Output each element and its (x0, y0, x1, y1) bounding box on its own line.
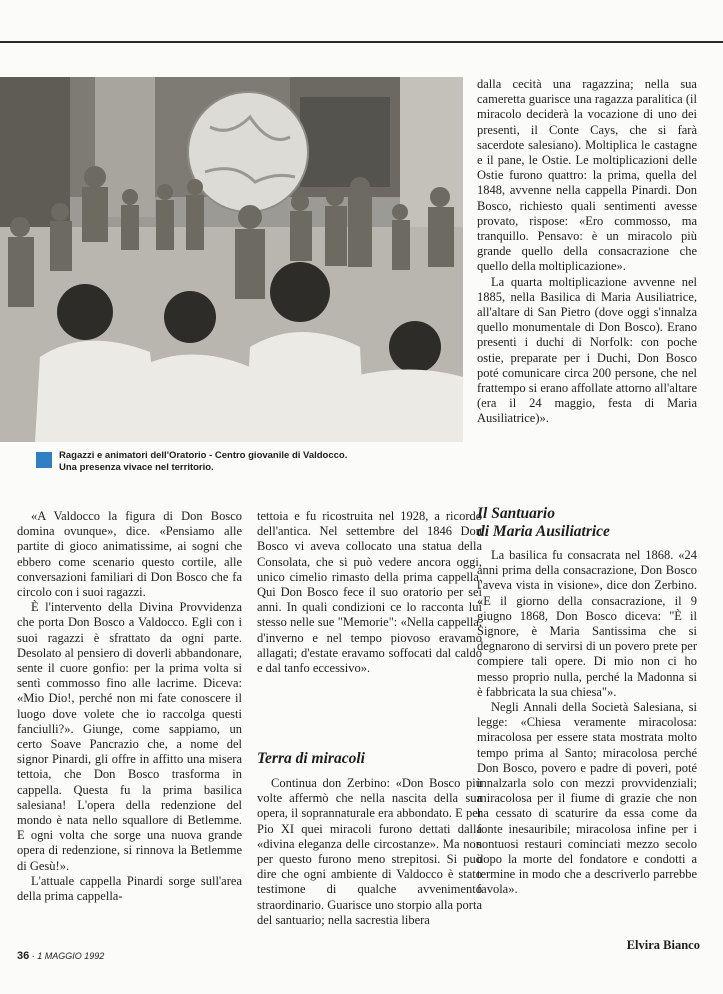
paragraph: Negli Annali della Società Salesiana, si legge: «Chiesa veramente miracolosa: miracolosa per essere stata mostrata molto tempo prima al Santo; miracolosa perché Don Bosco, povero e padre di poveri, poté innalzarla solo con mezzi provvidenziali; miracolosa per il fiume di grazie che non ha cessato di scaturire da essa come da fonte inesauribile; miracolosa infine per i sontuosi restauri cominciati mezzo secolo dopo la morte del fondatore e condotti a termine in modo che a descriverlo parrebbe favola». (477, 700, 697, 897)
paragraph: Continua don Zerbino: «Don Bosco più volte affermò che nella nascita della sua opera, il soprannaturale era abbondato. E per Pio XI quei miracoli furono dettati dalla «divina eleganza delle circostanze». Ma non per questo furono meno strepitosi. Si può dire che ogni ambiente di Valdocco è stato testimone di qualche avvenimento straordinario. Guarisce uno storpio alla porta del santuario; nella sacrestia libera (257, 776, 482, 927)
top-rule (0, 41, 723, 43)
photo-caption (59, 450, 459, 474)
folio-separator: · (31, 951, 35, 961)
column-1 (17, 509, 242, 904)
issue-date: 1 MAGGIO 1992 (37, 951, 105, 961)
paragraph: dalla cecità una ragazzina; nella sua cameretta guarisce una ragazza paralitica (il miracolo deciderà la vocazione di uno dei presenti, il Conte Cays, che si farà sacerdote salesiano). Moltiplica le castagne e il pane, le Ostie. Le moltiplicazioni delle Ostie furono quattro: la prima, quella del 1848, avvenne nella cappella Pinardi. Don Bosco, richiesto quali sentimenti avesse provato, rispose: «Ero commosso, ma tranquillo. Pensavo: è un miracolo più grande quello della consacrazione che quello della moltiplicazione». (477, 77, 697, 274)
paragraph: È l'intervento della Divina Provvidenza che porta Don Bosco a Valdocco. Egli con i suoi ragazzi è sfrattato da ogni parte. Desolato al pensiero di doverli abbandonare, sente il cuore gonfio: per la prima volta si sentì commosso fino alle lacrime. Diceva: «Mio Dio!, perché non mi fate conoscere il luogo dove volete che io raccolga questi fanciulli?». Giunge, come sappiamo, un certo Soave Pancrazio che, a nome del signor Pinardi, gli offre in affitto una misera tettoia, che Don Bosco trasforma in cappella. Questa fu la prima basilica salesiana! L'opera della redenzione del mondo è nata nello squallore di Betlemme. E ogni volta che sorge una nuova grande opera di redenzione, si rinnova la Betlemme di Gesù!». (17, 600, 242, 873)
paragraph: «A Valdocco la figura di Don Bosco domina ovunque», dice. «Pensiamo alle partite di gioco animatissime, ai sogni che ebbero come scenario questo cortile, alle conversazioni familiari di Don Bosco che fa circolo con i suoi ragazzi. (17, 509, 242, 600)
paragraph: La basilica fu consacrata nel 1868. «24 anni prima della consacrazione, Don Bosco l'aveva vista in visione», dice don Zerbino. «E il giorno della consacrazione, il 9 giugno 1868, Don Bosco diceva: "È il Signore, è Maria Santissima che si degnarono di servirsi di un povero prete per compiere tali opere. Di mio non ci ho messo proprio nulla, perché la Madonna si è fabbricata la sua chiesa"». (477, 548, 697, 699)
caption-line-1: Ragazzi e animatori dell'Oratorio - Centro giovanile di Valdocco. (59, 450, 348, 461)
section-heading-santuario (477, 505, 697, 541)
column-2-top (257, 509, 482, 676)
page-folio (17, 950, 104, 962)
author-byline: Elvira Bianco (626, 938, 700, 952)
caption-marker (36, 452, 52, 468)
section-heading-line-2: di Maria Ausiliatrice (477, 523, 610, 540)
paragraph: tettoia e fu ricostruita nel 1928, a ricordo dell'antica. Nel settembre del 1846 Don Bosco vi aveva collocato una statua della Consolata, che si può vedere ancora oggi, unico cimelio rimasto della prima cappella. Qui Don Bosco fece il suo oratorio per sei anni. In quali condizioni ce lo racconta lui stesso nelle sue "Memorie": «Nella cappella, d'inverno e nel tempo piovoso eravamo allagati; d'estate eravamo soffocati dal caldo e dal tanfo eccessivo». (257, 509, 482, 676)
caption-line-2: Una presenza vivace nel territorio. (59, 462, 214, 473)
paragraph: La quarta moltiplicazione avvenne nel 1885, nella Basilica di Maria Ausiliatrice, all'altare di San Pietro (dove oggi s'innalza quello monumentale di Don Bosco). Erano presenti i duchi di Norfolk: con poche ostie, preparate per i Duchi, Don Bosco poté comunicare circa 200 persone, che nel frattempo si erano affollate attorno all'altare (era il 24 maggio, festa di Maria Ausiliatrice)». (477, 274, 697, 426)
page-number: 36 (17, 950, 30, 962)
column-3 (477, 548, 697, 898)
section-heading-terra-di-miracoli: Terra di miracoli (257, 750, 365, 767)
section-heading-line-1: Il Santuario (477, 505, 555, 522)
paragraph: L'attuale cappella Pinardi sorge sull'area della prima cappella- (17, 873, 242, 904)
column-2-bottom (257, 776, 482, 928)
right-column-top (477, 77, 697, 427)
photo-oratorio-youth (0, 77, 463, 442)
